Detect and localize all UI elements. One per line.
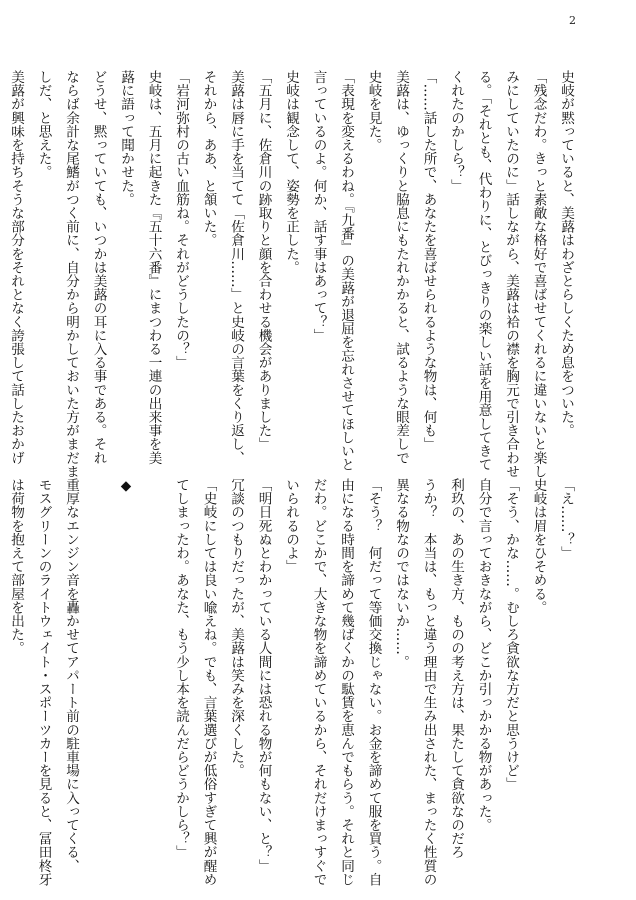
text-line: 「そう、かな……。むしろ貪欲な方だと思うけど」 — [503, 478, 519, 791]
text-line: いられるのよ」 — [283, 478, 299, 574]
text-line: 史岐を見た。 — [365, 70, 382, 152]
text-line: 「そう？ 何だって等価交換じゃない。お金を諦めて服を買う。自 — [365, 478, 382, 886]
text-line: 美蕗が興味を持ちそうな部分をそれとなく誇張して話したおかげ — [8, 70, 24, 465]
scene-break-diamond: ◆ — [118, 478, 134, 494]
page-number: 2 — [569, 14, 576, 27]
text-line: は荷物を抱えて部屋を出た。 — [8, 478, 24, 655]
text-line: 「残念だわ。きっと素敵な格好で喜ばせてくれるに違いないと楽し — [530, 70, 547, 478]
text-line: 史岐が黙っていると、美蕗はわざとらしくため息をついた。 — [558, 70, 574, 438]
text-line: うか？ 本当は、もっと違う理由で生み出された、まったく性質の — [420, 478, 437, 886]
text-line: 美蕗は、ゆっくりと脇息にもたれかかると、試るような眼差しで — [393, 70, 409, 465]
text-line: 由になる時間を諦めて幾ばくかの駄賃を恵んでもらう。それと同じ — [338, 478, 354, 886]
text-line: くれたのかしら？」 — [448, 70, 464, 193]
text-line: みにしていたのに」話しながら、美蕗は袷の襟を胸元で引き合わせ — [503, 70, 519, 478]
text-line: 美蕗は唇に手を当てて「佐倉川……」と史岐の言葉をくり返し、 — [228, 70, 244, 465]
upper-text-column — [8, 70, 579, 478]
text-line: 「岩河弥村の古い血筋ね。それがどうしたの？」 — [173, 70, 189, 370]
text-line: 冗談のつもりだったが、美蕗は笑みを深くした。 — [228, 478, 244, 778]
text-line: 「……話した所で、あなたを喜ばせられるような物は、何も」 — [420, 70, 437, 451]
text-line: 「史岐にしては良い喩えね。でも、言葉選びが低俗すぎて興が醒め — [200, 478, 217, 886]
blank-line — [139, 478, 167, 858]
text-line: 重厚なエンジン音を轟かせてアパート前の駐車場に入ってくる、 — [63, 478, 79, 873]
text-line: 史岐は観念して、姿勢を正した。 — [283, 70, 299, 274]
text-line: る。「それとも、代わりに、とびっきりの楽しい話を用意してきて — [475, 70, 492, 472]
text-line: てしまったわ。あなた、もう少し本を読んだらどうかしら？」 — [173, 478, 189, 859]
blank-line — [84, 478, 112, 858]
text-line: 蕗に語って聞かせた。 — [118, 70, 134, 206]
text-line — [0, 478, 2, 858]
text-line: しだ、と思えた。 — [35, 70, 52, 179]
text-line: 史岐は眉をひそめる。 — [530, 478, 547, 614]
text-line: 異なる物なのではないか……。 — [393, 478, 409, 669]
text-line: 言っているのよ。何か、話す事はあって？」 — [310, 70, 327, 342]
text-line: それから、ああ、と頷いた。 — [200, 70, 217, 247]
text-line: モスグリーンのライトウェイト・スポーツカーを見ると、冨田柊牙 — [35, 478, 52, 886]
text-line: だわ。どこかで、大きな物を諦めているから、それだけまっすぐで — [310, 478, 327, 886]
text-line: どうせ、黙っていても、いつかは美蕗の耳に入る事である。それ — [90, 70, 107, 465]
text-line: 「五月に、佐倉川の跡取りと顔を合わせる機会がありました」 — [255, 70, 272, 451]
text-line: 「え……？」 — [558, 478, 574, 560]
text-line: 史岐は、五月に起きた『五十六番』にまつわる一連の出来事を美 — [145, 70, 162, 465]
lower-text-column — [8, 478, 579, 886]
text-line: ならば余計な尾鰭がつく前に、自分から明かしておいた方がまだま — [63, 70, 79, 478]
text-line: 自分で言っておきながら、どこか引っかかる物があった。 — [475, 478, 492, 832]
text-line: 「明日死ぬとわかっている人間には恐れる物が何もない、と？」 — [255, 478, 272, 873]
text-line: 利玖の、あの生き方、ものの考え方は、果たして貪欲なのだろ — [448, 478, 464, 859]
text-line: 「表現を変えるわね。『九番』の美蕗が退屈を忘れさせてほしいと — [338, 70, 354, 472]
